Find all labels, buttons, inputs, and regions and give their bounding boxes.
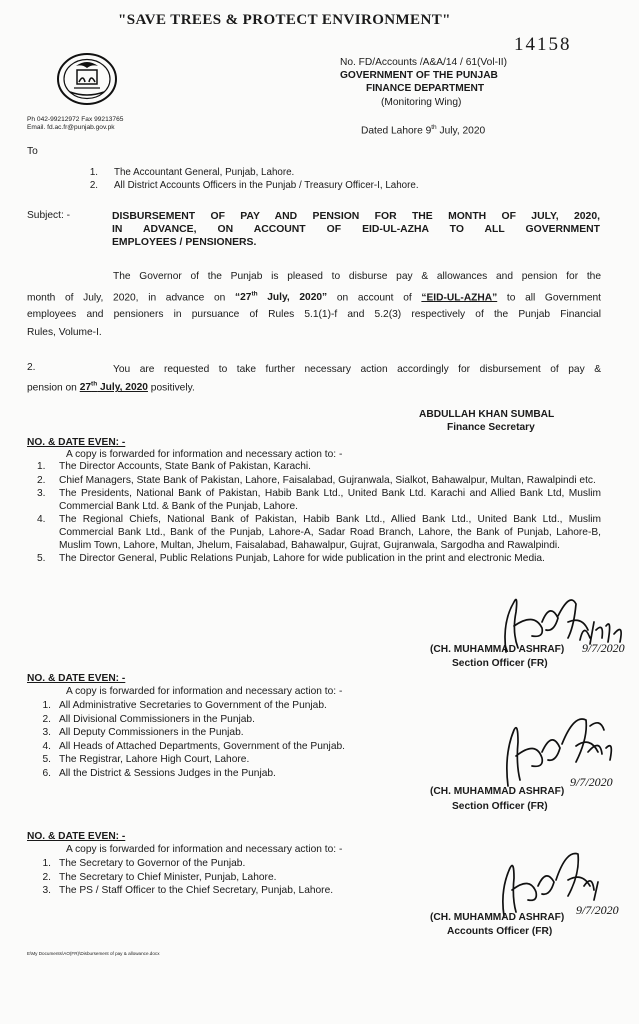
paragraph-2: You are requested to take further necessary action accordingly for disbursement of pay & pension on 27th July, 2020 positively. <box>27 364 601 394</box>
signatory-title: Finance Secretary <box>447 422 535 433</box>
punjab-govt-logo <box>56 52 118 106</box>
officer-title-3: Accounts Officer (FR) <box>447 926 553 937</box>
subject-label: Subject: - <box>27 210 71 221</box>
handwritten-signature <box>490 708 635 793</box>
paragraph-1: The Governor of the Punjab is pleased to disburse pay & allowances and pension for the month of July, 2020, in advance on “27th July, 2020” on account of “EID-UL-AZHA” to all Government employees and pensioners in pursuance of Rules 5.1(1)-f and 5.2(3) respectively of the Punjab Financial Rules, Volume-I. <box>27 271 601 338</box>
list-item: 4. The Regional Chiefs, National Bank of Pakistan, Habib Bank Ltd., Allied Bank Ltd., United Bank Ltd., Muslim Commercial Bank Ltd., Bank of the Punjab, Lahore-A, Sadar Road Branch, Lahore, the Bank of Punjab, Lahore-B, Muslim Town, Lahore, Multan, Jhelum, Faisalabad, Bahawalpur, Gujrat, Gujranwala, Sargodha and Rawalpindi. <box>37 514 601 551</box>
list-item: 3. All Deputy Commissioners in the Punjab. <box>42 727 244 739</box>
list-item: 2. The Secretary to Chief Minister, Punjab, Lahore. <box>42 871 277 883</box>
signature-date: 9/7/2020 <box>570 775 613 789</box>
paragraph-2-number: 2. <box>27 362 36 373</box>
handwritten-signature <box>484 582 634 662</box>
copy-heading-2: NO. & DATE EVEN: - <box>27 673 126 684</box>
copy-heading-1: NO. & DATE EVEN: - <box>27 437 126 448</box>
reference-number: No. FD/Accounts /A&A/14 / 61(Vol-II) <box>340 57 508 68</box>
letter-date: Dated Lahore 9th July, 2020 <box>361 124 486 137</box>
list-item: 2. All Divisional Commissioners in the Punjab. <box>42 713 255 725</box>
list-item: 2. All District Accounts Officers in the Punjab / Treasury Officer-I, Lahore. <box>89 180 419 191</box>
list-item: 1. The Accountant General, Punjab, Lahore. <box>89 167 295 178</box>
to-label: To <box>27 146 38 157</box>
list-item: 3. The PS / Staff Officer to the Chief Secretary, Punjab, Lahore. <box>42 885 334 897</box>
officer-name-3: (CH. MUHAMMAD ASHRAF) <box>430 912 565 923</box>
officer-title-1: Section Officer (FR) <box>452 658 548 669</box>
contact-email: Email. fd.ac.fr@punjab.gov.pk <box>27 124 115 131</box>
signature-date: 9/7/2020 <box>582 641 625 655</box>
wing-name: (Monitoring Wing) <box>381 97 462 108</box>
department-name: FINANCE DEPARTMENT <box>366 83 485 94</box>
list-item: 3. The Presidents, National Bank of Pakistan, Habib Bank Ltd., United Bank Ltd. Karachi and Allied Bank Ltd, Muslim Commercial Bank Ltd. & Bank of the Punjab, Lahore. <box>37 488 601 512</box>
file-path: E\My Documents\AO(FR)\Disbursement of pay & allowance.docx <box>27 951 160 956</box>
list-item: 6. All the District & Sessions Judges in the Punjab. <box>42 767 276 779</box>
contact-phone: Ph 042-99212972 Fax 99213765 <box>27 116 124 123</box>
copy-heading-3: NO. & DATE EVEN: - <box>27 831 126 842</box>
copy-intro-3: A copy is forwarded for information and necessary action to: - <box>66 844 343 855</box>
list-item: 1. The Secretary to Governor of the Punjab. <box>42 858 246 869</box>
list-item: 1. The Director Accounts, State Bank of Pakistan, Karachi. <box>37 461 311 472</box>
government-name: GOVERNMENT OF THE PUNJAB <box>340 70 498 81</box>
diary-number: 14158 <box>514 34 572 55</box>
motto: "SAVE TREES & PROTECT ENVIRONMENT" <box>118 12 451 28</box>
signatory-name: ABDULLAH KHAN SUMBAL <box>419 409 555 420</box>
list-item: 5. The Registrar, Lahore High Court, Lahore. <box>42 754 250 766</box>
copy-intro-2: A copy is forwarded for information and necessary action to: - <box>66 686 343 697</box>
officer-name-1: (CH. MUHAMMAD ASHRAF) <box>430 644 565 655</box>
signature-date: 9/7/2020 <box>576 903 619 917</box>
list-item: 2. Chief Managers, State Bank of Pakistan, Lahore, Faisalabad, Gujranwala, Sialkot, Bahawalpur, Multan, Rawalpindi etc. <box>37 474 596 486</box>
officer-name-2: (CH. MUHAMMAD ASHRAF) <box>430 786 565 797</box>
copy-intro-1: A copy is forwarded for information and necessary action to: - <box>66 449 343 460</box>
subject-text: DISBURSEMENT OF PAY AND PENSION FOR THE MONTH OF JULY, 2020, IN ADVANCE, ON ACCOUNT OF EID-UL-AZHA TO ALL GOVERNMENT EMPLOYEES / PENSIONERS. <box>112 211 600 248</box>
officer-title-2: Section Officer (FR) <box>452 801 548 812</box>
recipient-list <box>84 166 419 192</box>
list-item: 5. The Director General, Public Relations Punjab, Lahore for wide publication in the print and electronic Media. <box>37 553 545 565</box>
list-item: 1. All Administrative Secretaries to Government of the Punjab. <box>42 700 327 711</box>
list-item: 4. All Heads of Attached Departments, Government of the Punjab. <box>42 740 345 752</box>
copy-list-2 <box>37 699 345 781</box>
copy-list-3 <box>37 857 333 898</box>
copy-list-1 <box>37 461 601 566</box>
